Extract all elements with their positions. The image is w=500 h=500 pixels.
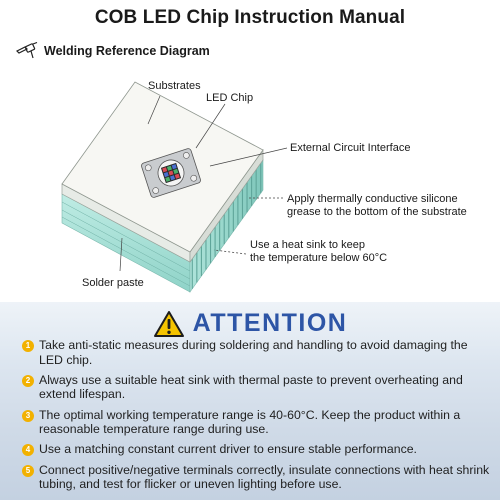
tip-text: Use a matching constant current driver to ensure stable performance.: [39, 442, 417, 457]
callout-heat-sink: [250, 239, 387, 265]
tip-item: [22, 338, 492, 367]
callout-led-chip: LED Chip: [206, 92, 254, 104]
tip-item: [22, 463, 492, 492]
warning-triangle-icon: [153, 310, 185, 338]
section-label: Welding Reference Diagram: [44, 44, 210, 58]
callout-solder-paste: Solder paste: [82, 277, 144, 289]
tip-number-badge: 2: [22, 375, 34, 387]
callout-heatsink-line2: the temperature below 60°C: [250, 252, 388, 264]
callout-heatsink-line1: Use a heat sink to keep: [250, 239, 365, 251]
tip-item: [22, 442, 492, 457]
callout-substrates: Substrates: [148, 80, 201, 92]
tip-number-badge: 1: [22, 340, 34, 352]
attention-title: ATTENTION: [192, 309, 348, 337]
tip-item: [22, 373, 492, 402]
callout-thermal-grease: [287, 193, 467, 219]
tip-text: The optimal working temperature range is 40-60°C. Keep the product within a reasonable temperature range during use.: [39, 407, 461, 437]
soldering-iron-icon: [16, 42, 38, 60]
tip-text: Connect positive/negative terminals correctly, insulate connections with heat shrink tubing, and test for flicker or uneven lighting before use.: [39, 462, 490, 492]
page-title: COB LED Chip Instruction Manual: [94, 7, 406, 28]
tip-text: Always use a suitable heat sink with thermal paste to prevent overheating and extend lifespan.: [39, 372, 463, 402]
tip-number-badge: 4: [22, 444, 34, 456]
tip-item: [22, 408, 492, 437]
tip-number-badge: 3: [22, 410, 34, 422]
callout-thermal-line2: grease to the bottom of the substrate: [287, 206, 467, 218]
tip-text: Take anti-static measures during soldering and handling to avoid damaging the LED chip.: [39, 338, 468, 367]
tip-number-badge: 5: [22, 465, 34, 477]
callout-external-interface: External Circuit Interface: [290, 142, 411, 154]
tips-list: [22, 338, 492, 497]
section-header: [16, 42, 210, 60]
callout-thermal-line1: Apply thermally conductive silicone: [287, 193, 458, 205]
attention-header: [0, 309, 500, 338]
